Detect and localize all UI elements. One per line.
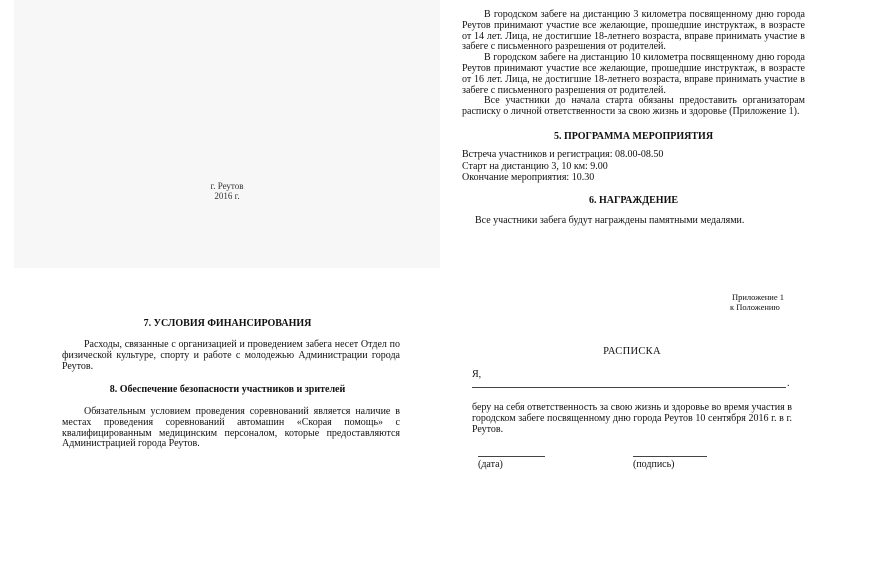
paragraph-10km: В городском забеге на дистанцию 10 километра посвященному дню города Реутов принимают участие все желающие, прошедшие инструктаж, в возрасте от 16 лет. Лица, не достигшие 18-летнего возраста, вправе принимать участие в забеге с письменного разрешения от родителей. [462,52,805,96]
section7-body [62,340,400,372]
section7-text: Расходы, связанные с организацией и проведением забега несет Отдел по физической культуре, спорту и работе с молодежью Администрации города Реутов. [62,339,400,372]
program-line: Старт на дистанцию 3, 10 км: 9.00 [462,160,608,172]
section8-body [62,407,400,450]
section5-heading: 5. ПРОГРАММА МЕРОПРИЯТИЯ [553,131,714,142]
section6-heading-wrap [462,195,805,206]
cover-city: г. Реутов [210,181,244,191]
program-line: Встреча участников и регистрация: 08.00-08.50 [462,149,664,160]
paragraph-receipt-requirement: Все участники до начала старта обязаны предоставить организаторам расписку о личной ответственности за свою жизнь и здоровье (Приложение 1). [462,95,805,118]
section8-heading: 8. Обеспечение безопасности участников и зрителей [109,384,346,395]
name-line-dot: . [787,378,790,389]
award-text: Все участники забега будут награждены памятными медалями. [475,215,745,226]
cover-year: 2016 г. [214,191,240,201]
section8-text: Обязательным условием проведения соревнований является наличие в местах проведения соревнований автомашин «Скорая помощь» с квалифицированным медицинским персоналом, которые предоставляются Администрацией города Реутов. [62,406,400,450]
program-line: Окончание мероприятия: 10.30 [462,172,595,183]
signature-fill-line [633,456,707,457]
cover-page [14,0,440,268]
section5-heading-wrap [462,131,805,142]
date-label: (дата) [478,459,503,470]
section7-heading-wrap [15,318,440,329]
signature-label: (подпись) [633,459,675,470]
appendix-line2: к Положению [730,302,780,312]
name-fill-line [472,387,786,388]
appendix-label [730,292,810,312]
receipt-ya: Я, [472,369,482,380]
section7-heading: 7. УСЛОВИЯ ФИНАНСИРОВАНИЯ [143,318,312,329]
paragraph-3km: В городском забеге на дистанцию 3 километра посвященному дню города Реутов принимают участие все желающие, прошедшие инструктаж, в возрасте от 14 лет. Лица, не достигшие 18-летнего возраста, вправе принимать участие в забеге с письменного разрешения от родителей. [462,9,805,53]
section6-heading: 6. НАГРАЖДЕНИЕ [588,195,679,206]
receipt-body [472,403,792,435]
program-list [462,149,805,184]
participants-section [462,10,805,118]
receipt-title: РАСПИСКА [603,346,661,357]
section8-heading-wrap [15,384,440,395]
appendix-line1: Приложение 1 [732,292,784,302]
receipt-text: беру на себя ответственность за свою жизнь и здоровье во время участия в городском забеге посвященному дню города Реутов 10 сентября 2016 г. в г. Реутов. [472,402,792,435]
date-fill-line [478,456,545,457]
